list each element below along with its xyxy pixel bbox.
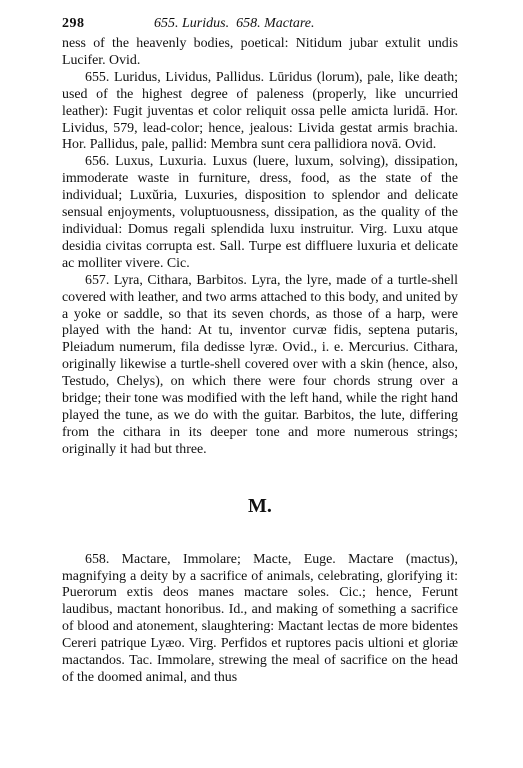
page-header [62,12,458,36]
paragraph-655: 655. Luridus, Lividus, Pallidus. Lūridus (lorum), pale, like death; used of the highest degree of paleness (properly, like uncurried leather): Fugit juventas et color reliquit ossa pelle amicta luridā. Hor. Lividus, 579, lead-color; hence, jealous: Livida gestat armis brachia. Hor. Pallidus, pale, pallid: Membra sunt cera pallidiora novā. Ovid. [62,69,458,153]
paragraph-656: 656. Luxus, Luxuria. Luxus (luere, luxum, solving), dissipation, immoderate waste in furniture, dress, food, as the state of the individual; Luxŭria, Luxuries, disposition to splendor and delicate sensual enjoyments, voluptuousness, dissipation, as the quality of the individual: Domus regali splendida luxu instruitur. Virg. Luxu atque desidia civitas corrupta est. Sall. Turpe est diffluere luxuria et delicate ac molliter vivere. Cic. [62,154,458,271]
section-heading: M. [248,494,272,517]
running-title-a: 655. Luridus. [154,16,230,31]
paragraph-657: 657. Lyra, Cithara, Barbitos. Lyra, the lyre, made of a turtle-shell covered with leather, and two arms attached to this body, and united by a yoke or saddle, so that its seven chords, as those of a harp, were played with the hand: At tu, inventor curvæ fidis, septena putaris, Pleiadum numerum, fila dedisse lyræ. Ovid., i. e. Mercurius. Cithara, originally likewise a turtle-shell covered over with a skin (hence, also, Testudo, Chelys), on which there were four chords strung over a bridge; their tone was modified with the left hand, while the right hand played the tune, as we do with the guitar. Barbitos, the lute, differing from the cithara in its deeper tone and more numerous strings; originally it had but three. [62,272,458,457]
paragraph-continuation: ness of the heavenly bodies, poetical: Nitidum jubar extulit undis Lucifer. Ovid. [62,36,458,68]
running-title [154,16,315,32]
page-number: 298 [62,16,85,31]
page [62,12,458,687]
running-title-b: 658. Mactare. [236,16,315,31]
paragraph-658: 658. Mactare, Immolare; Macte, Euge. Mactare (mactus), magnifying a deity by a sacrifice of animals, celebrating, glorifying it: Puerorum extis deos manes mactare soles. Cic.; hence, Ferunt laudibus, mactant honoribus. Id., and making of something a sacrifice of blood and atonement, slaughtering: Mactant lectas de more bidentes Cereri patrique Lyæo. Virg. Perfidos et ruptores pacis ultioni et gloriæ mactandos. Tac. Immolare, strewing the meal of sacrifice on the head of the doomed animal, and thus [62,551,458,685]
